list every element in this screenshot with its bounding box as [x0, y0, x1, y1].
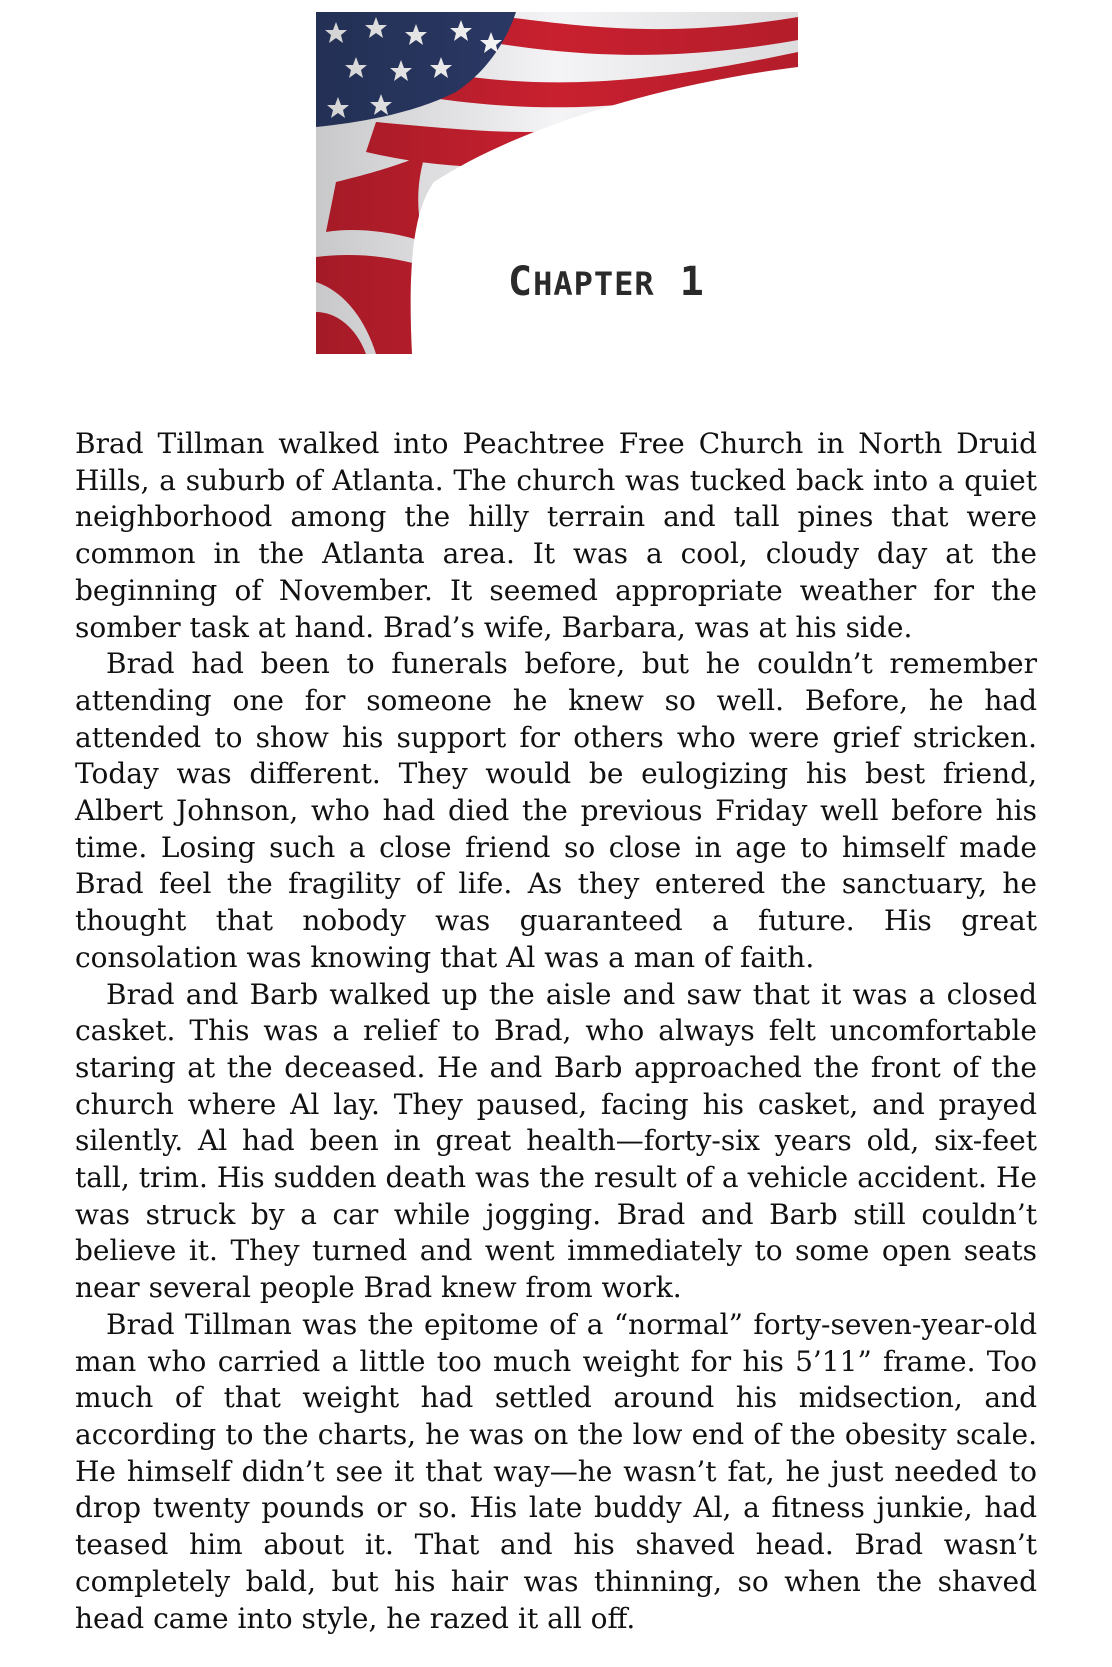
chapter-title: [508, 259, 705, 305]
paragraph: Brad had been to funerals before, but he couldn’t remember attending one for someone he knew so well. Before, he had attended to show his support for others who were grief stricken. Today was different. They would be eulogizing his best friend, Albert Johnson, who had died the previous Friday well before his time. Losing such a close friend so close in age to himself made Brad feel the fragility of life. As they entered the sanctuary, he thought that nobody was guaranteed a future. His great consolation was knowing that Al was a man of faith.: [75, 647, 1037, 974]
chapter-title-prefix: C: [508, 259, 534, 305]
paragraph: Brad Tillman walked into Peachtree Free Church in North Druid Hills, a suburb of Atlanta. The church was tucked back into a quiet neighborhood among the hilly terrain and tall pines that were common in the Atlanta area. It was a cool, cloudy day at the beginning of November. It seemed appropriate weather for the somber task at hand. Brad’s wife, Barbara, was at his side.: [75, 427, 1037, 644]
chapter-number: 1: [679, 259, 705, 305]
chapter-body: [75, 426, 1037, 1637]
paragraph: Brad Tillman was the epitome of a “normal” forty-seven-year-old man who carried a little too much weight for his 5’11” frame. Too much of that weight had settled around his midsection, and according to the charts, he was on the low end of the obesity scale. He himself didn’t see it that way—he wasn’t fat, he just needed to drop twenty pounds or so. His late buddy Al, a fitness junkie, had teased him about it. That and his shaved head. Brad wasn’t completely bald, but his hair was thinning, so when the shaved head came into style, he razed it all off.: [75, 1307, 1037, 1635]
chapter-title-rest: HAPTER: [533, 265, 655, 303]
paragraph: Brad and Barb walked up the aisle and saw that it was a closed casket. This was a relief to Brad, who always felt uncomfortable staring at the deceased. He and Barb approached the front of the church where Al lay. They paused, facing his casket, and prayed silently. Al had been in great health—forty-six years old, six-feet tall, trim. His sudden death was the result of a vehicle accident. He was struck by a car while jogging. Brad and Barb still couldn’t believe it. They turned and went immediately to some open seats near several people Brad knew from work.: [75, 977, 1037, 1305]
